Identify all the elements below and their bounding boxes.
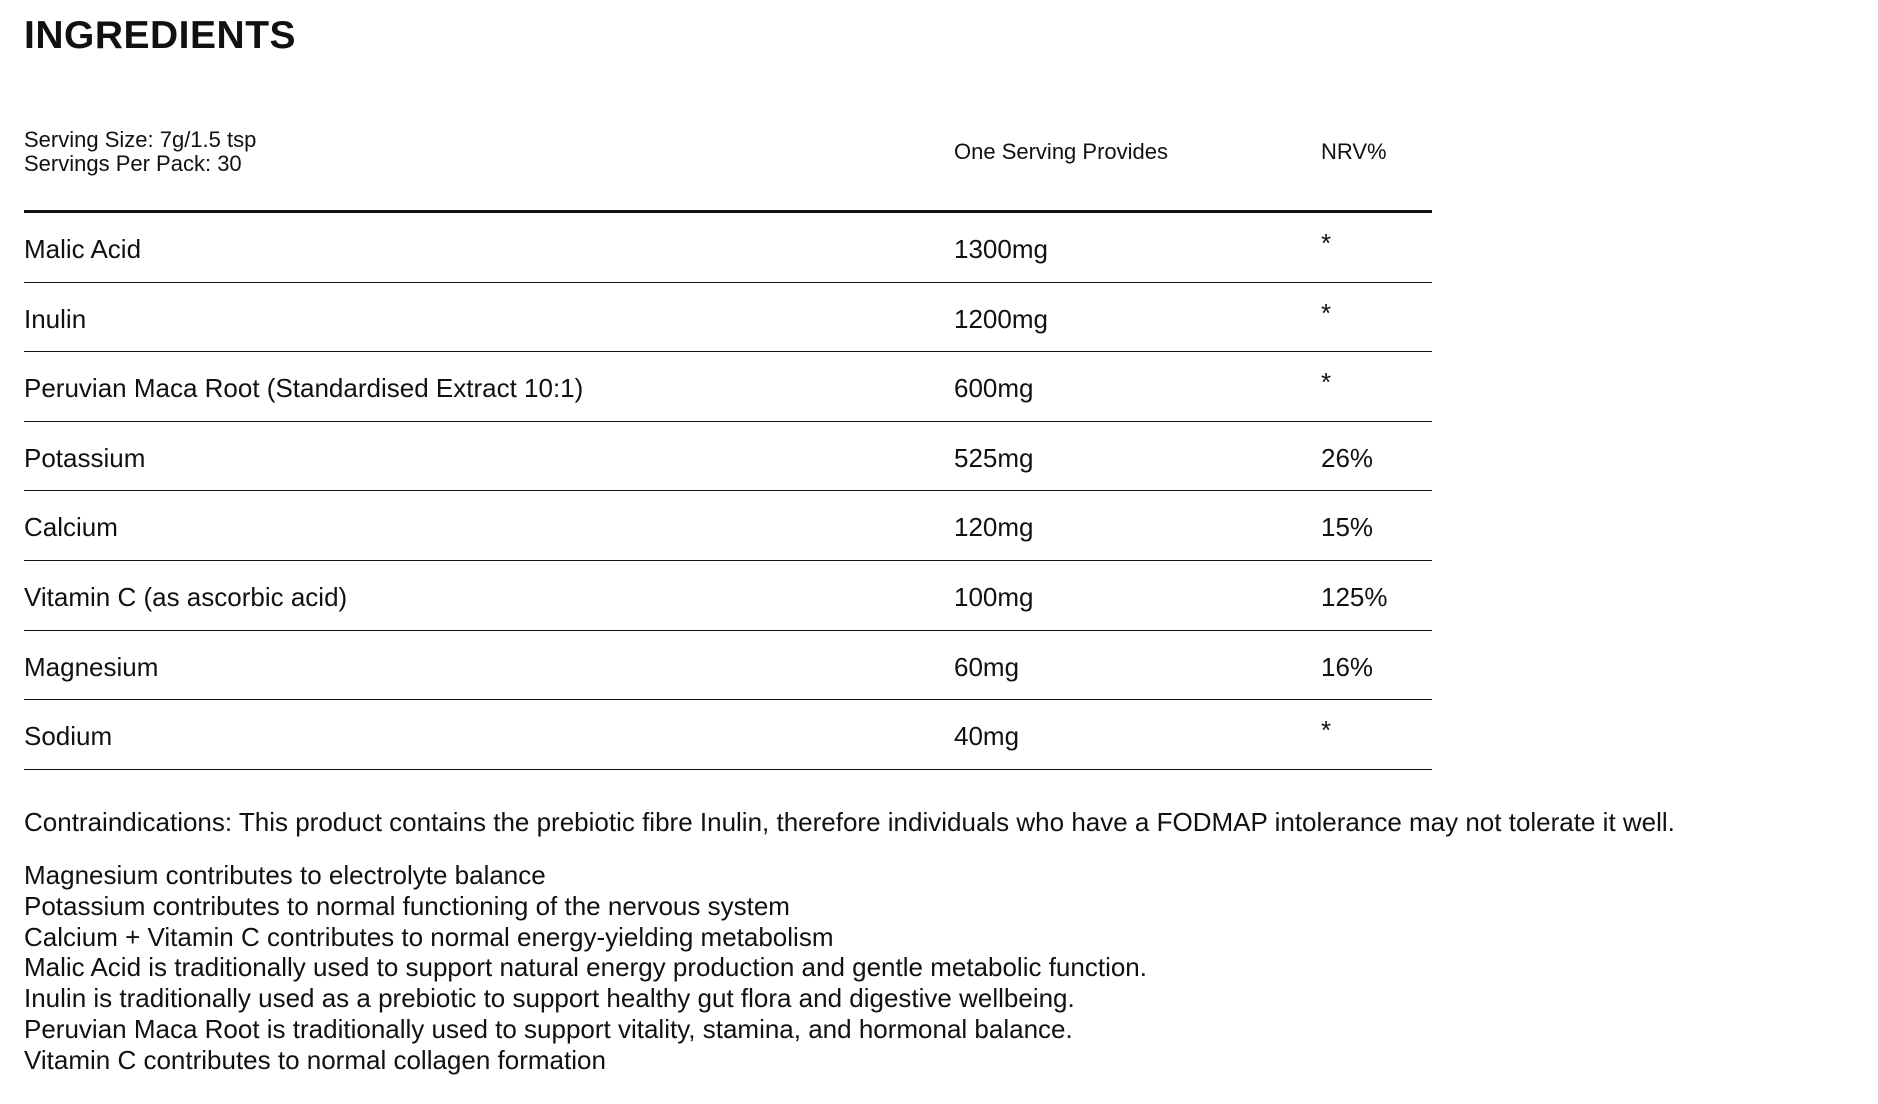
table-row — [24, 213, 1432, 283]
ingredient-amount: 525mg — [954, 442, 1034, 473]
table-row — [24, 283, 1432, 353]
table-row — [24, 561, 1432, 631]
table-body — [24, 213, 1432, 770]
ingredient-amount: 1300mg — [954, 234, 1048, 264]
ingredient-name: Malic Acid — [24, 234, 142, 264]
ingredient-nrv: 26% — [1321, 442, 1374, 473]
ingredient-amount: 100mg — [954, 581, 1034, 612]
table-row — [24, 491, 1432, 561]
table-row — [24, 700, 1432, 770]
ingredient-name: Potassium — [24, 442, 146, 473]
column-header-nrv: NRV% — [1321, 139, 1387, 164]
health-claim: Malic Acid is traditionally used to support natural energy production and gentle metabolic function. — [24, 952, 1147, 983]
column-header-amount: One Serving Provides — [954, 139, 1168, 164]
nutrition-table — [24, 128, 1432, 770]
ingredient-name: Inulin — [24, 303, 87, 334]
page-title: INGREDIENTS — [24, 14, 297, 57]
ingredient-name: Sodium — [24, 721, 113, 752]
ingredient-nrv: * — [1321, 228, 1332, 258]
ingredient-nrv: * — [1321, 367, 1332, 398]
health-claim: Inulin is traditionally used as a prebiotic to support healthy gut flora and digestive wellbeing. — [24, 983, 1075, 1014]
contraindications-text: Contraindications: This product contains the prebiotic fibre Inulin, therefore individuals who have a FODMAP intolerance may not tolerate it well. — [24, 807, 1675, 837]
servings-per-pack: Servings Per Pack: 30 — [24, 151, 242, 176]
ingredient-amount: 60mg — [954, 651, 1020, 682]
ingredient-amount: 120mg — [954, 512, 1034, 543]
ingredient-nrv: * — [1321, 297, 1332, 328]
table-row — [24, 631, 1432, 701]
ingredient-amount: 600mg — [954, 373, 1034, 404]
ingredient-name: Magnesium — [24, 651, 159, 682]
ingredient-nrv: 15% — [1321, 512, 1374, 543]
serving-size: Serving Size: 7g/1.5 tsp — [24, 127, 257, 152]
ingredient-nrv: * — [1321, 715, 1332, 746]
ingredient-nrv: 16% — [1321, 651, 1374, 682]
ingredient-name: Calcium — [24, 512, 118, 543]
ingredient-name: Peruvian Maca Root (Standardised Extract 10:1) — [24, 373, 584, 404]
health-claim: Potassium contributes to normal functioning of the nervous system — [24, 890, 790, 921]
ingredient-nrv: 125% — [1321, 581, 1388, 612]
health-claim: Calcium + Vitamin C contributes to normal energy-yielding metabolism — [24, 921, 834, 952]
table-row — [24, 352, 1432, 422]
table-row — [24, 422, 1432, 492]
health-claim: Vitamin C contributes to normal collagen formation — [24, 1044, 606, 1075]
health-claim: Peruvian Maca Root is traditionally used to support vitality, stamina, and hormonal balance. — [24, 1013, 1073, 1044]
health-claim: Magnesium contributes to electrolyte balance — [24, 860, 546, 890]
table-header — [24, 128, 1432, 213]
serving-info — [24, 128, 256, 176]
ingredient-amount: 1200mg — [954, 303, 1048, 334]
health-claims-list — [24, 860, 1147, 1076]
ingredient-amount: 40mg — [954, 721, 1020, 752]
ingredient-name: Vitamin C (as ascorbic acid) — [24, 581, 348, 612]
